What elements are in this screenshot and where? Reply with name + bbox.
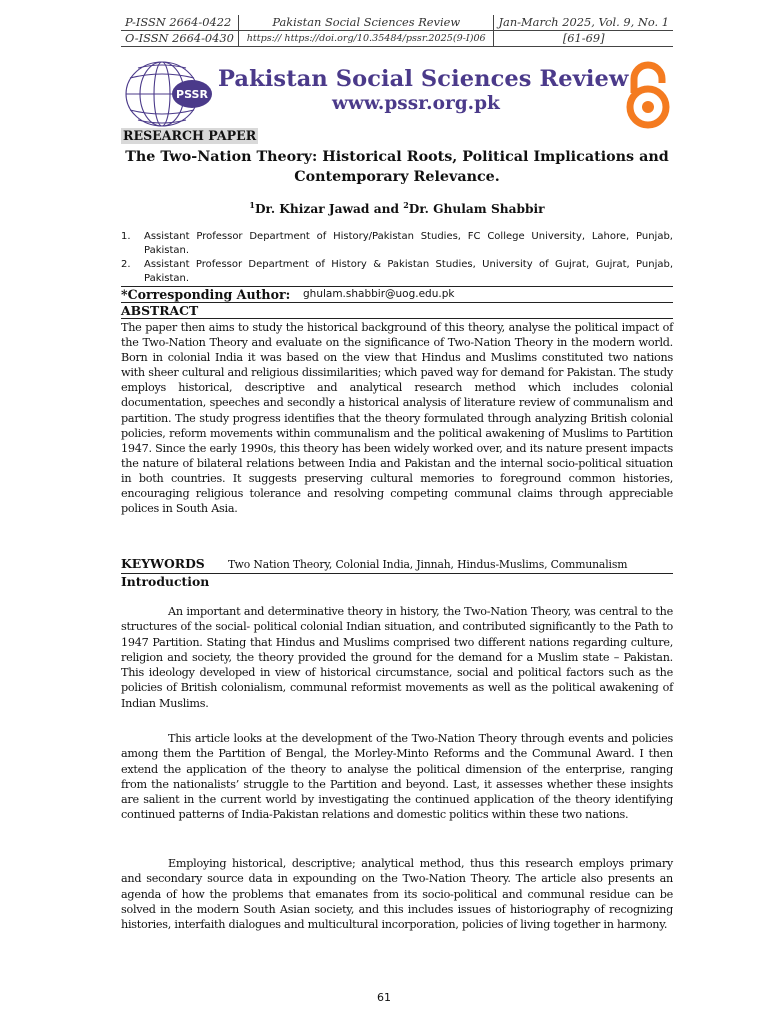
author-1-marker: 1 bbox=[249, 200, 255, 210]
corresponding-author-label: *Corresponding Author: bbox=[121, 287, 291, 302]
body-paragraph-2: This article looks at the development of the Two-Nation Theory through events and policies among them the Partition of Bengal, the Morley-Minto Reforms and the Communal Award. I then extend the application of the theory to analyse the political dimension of the enterprise, ranging from the nationalists’ struggle to the Partition and beyond. Last, it assesses whether these insights are salient in the current world by investigating the continued application of the theory identifying continued patterns of India-Pakistan relations and domestic politics within these two nations. bbox=[121, 732, 673, 822]
affiliation-2 bbox=[121, 258, 673, 286]
page-number: 61 bbox=[377, 991, 391, 1004]
article-title: The Two-Nation Theory: Historical Roots, Political Implications and Contemporary Relevance. bbox=[125, 149, 669, 185]
author-2-name: Dr. Ghulam Shabbir bbox=[408, 202, 545, 217]
introduction-heading: Introduction bbox=[121, 574, 210, 589]
affiliation-1-number: 1. bbox=[121, 231, 131, 242]
pssr-logo-text: PSSR bbox=[176, 88, 208, 101]
abstract-heading: ABSTRACT bbox=[121, 303, 199, 318]
affiliation-1 bbox=[121, 230, 673, 258]
affiliation-2-number: 2. bbox=[121, 259, 131, 270]
author-1-name: Dr. Khizar Jawad and bbox=[254, 202, 404, 217]
corresponding-author-email[interactable]: ghulam.shabbir@uog.edu.pk bbox=[303, 288, 455, 300]
author-2-marker: 2 bbox=[403, 200, 409, 210]
article-type: RESEARCH PAPER bbox=[123, 128, 257, 143]
journal-title-small: Pakistan Social Sciences Review bbox=[238, 15, 494, 31]
affiliation-1-text: Assistant Professor Department of History/Pakistan Studies, FC College University, Lahore, Punjab, Pakistan. bbox=[144, 231, 673, 256]
doi-link[interactable]: https:// https://doi.org/10.35484/pssr.2025(9-I)06 bbox=[238, 31, 494, 47]
body-paragraph-1: An important and determinative theory in history, the Two-Nation Theory, was central to the structures of the social- political colonial Indian situation, and contributed significantly to the Path to 1947 Partition. Stating that Hindus and Muslims comprised two different nations regarding culture, religion and society, the theory provided the ground for the demand for a Muslim state – Pakistan. This ideology developed in view of historical circumstance, social and political factors such as the policies of British colonialism, communal reformist movements as well as the political awakening of Indian Muslims. bbox=[121, 605, 673, 710]
page-range: [61-69] bbox=[494, 31, 673, 47]
issue-info: Jan-March 2025, Vol. 9, No. 1 bbox=[494, 15, 673, 31]
keywords-heading: KEYWORDS bbox=[121, 556, 205, 571]
journal-name: Pakistan Social Sciences Review bbox=[218, 66, 629, 92]
body-paragraph-3: Employing historical, descriptive; analytical method, thus this research employs primary and secondary source data in expounding on the Two-Nation Theory. The article also presents an agenda of how the problems that emanates from its socio-political and communal residue can be solved in the modern South Asian society, and this includes issues of historiography of recognizing histories, interfaith dialogues and multicultural incorporation, policies of living together in harmony. bbox=[121, 857, 673, 932]
print-issn: P-ISSN 2664-0422 bbox=[121, 15, 238, 31]
divider-abstract bbox=[121, 318, 673, 319]
affiliation-2-text: Assistant Professor Department of History & Pakistan Studies, University of Gujrat, Gujrat, Punjab, Pakistan. bbox=[144, 259, 673, 284]
online-issn: O-ISSN 2664-0430 bbox=[121, 31, 238, 47]
abstract-text: The paper then aims to study the historical background of this theory, analyse the political impact of the Two-Nation Theory and evaluate on the significance of Two-Nation Theory in the modern world. Born in colonial India it was based on the view that Hindus and Muslims constituted two nations with sheer cultural and religious dissimilarities; which paved way for demand for Pakistan. The study employs historical, descriptive and analytical research method which includes colonial documentation, speeches and secondly a historical analysis of literature review of communalism and partition. The study progress identifies that the theory formulated through analyzing British colonial policies, reform movements within communalism and the political awakening of Muslims to Partition 1947. Since the early 1990s, this theory has been widely worked over, and its nature present impacts the nature of bilateral relations between India and Pakistan and the internal socio-political situation in both countries. It suggests preserving cultural memories to foreground common histories, encouraging religious tolerance and resolving competing communal claims through appreciable polices in South Asia. bbox=[121, 321, 673, 516]
journal-website[interactable]: www.pssr.org.pk bbox=[332, 93, 500, 114]
divider-corresponding-abstract bbox=[121, 302, 673, 303]
pssr-globe-logo bbox=[122, 58, 214, 130]
journal-info-table bbox=[121, 15, 673, 47]
keywords-list: Two Nation Theory, Colonial India, Jinnah, Hindus-Muslims, Communalism bbox=[228, 558, 628, 571]
open-access-icon bbox=[620, 59, 676, 129]
author-line bbox=[121, 200, 673, 216]
